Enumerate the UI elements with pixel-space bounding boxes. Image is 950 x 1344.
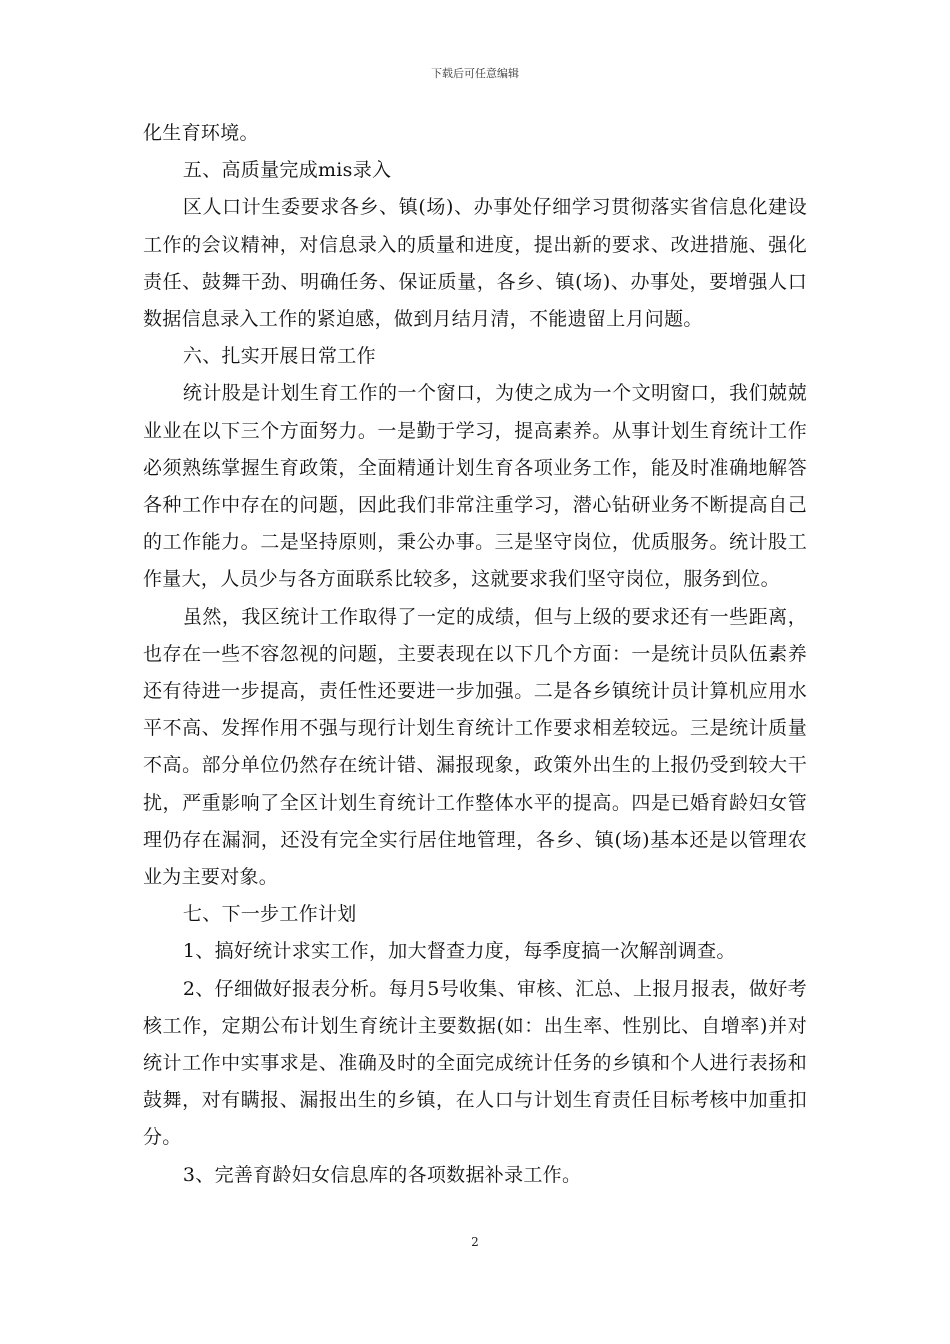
section-heading-6: 六、扎实开展日常工作 [182, 345, 376, 368]
paragraph-problems: 虽然，我区统计工作取得了一定的成绩，但与上级的要求还有一些距离，也存在一些不容忽视的问题，主要表现在以下几个方面：一是统计员队伍素养还有待进一步提高，责任性还要进一步加强。二是各乡镇统计员计算机应用水平不高、发挥作用不强与现行计划生育统计工作要求相差较远。三是统计质量不高。部分单位仍然存在统计错、漏报现象，政策外出生的上报仍受到较大干扰，严重影响了全区计划生育统计工作整体水平的提高。四是已婚育龄妇女管理仍存在漏洞，还没有完全实行居住地管理，各乡、镇(场)基本还是以管理农业为主要对象。 [143, 605, 807, 889]
page-header: 下载后可任意编辑 [431, 67, 519, 80]
document-body [143, 115, 807, 1194]
plan-item-1: 1、搞好统计求实工作，加大督查力度，每季度搞一次解剖调查。 [182, 940, 736, 963]
plan-item-2: 2、仔细做好报表分析。每月5号收集、审核、汇总、上报月报表，做好考核工作，定期公布计划生育统计主要数据(如：出生率、性别比、自增率)并对统计工作中实事求是、准确及时的全面完成统计任务的乡镇和个人进行表扬和鼓舞，对有瞒报、漏报出生的乡镇，在人口与计划生育责任目标考核中加重扣分。 [143, 977, 807, 1149]
paragraph-statistics-unit: 统计股是计划生育工作的一个窗口，为使之成为一个文明窗口，我们兢兢业业在以下三个方面努力。一是勤于学习，提高素养。从事计划生育统计工作必须熟练掌握生育政策，全面精通计划生育各项业务工作，能及时准确地解答各种工作中存在的问题，因此我们非常注重学习，潜心钻研业务不断提高自己的工作能力。二是坚持原则，秉公办事。三是坚守岗位，优质服务。统计股工作量大，人员少与各方面联系比较多，这就要求我们坚守岗位，服务到位。 [143, 382, 807, 591]
page-number: 2 [471, 1235, 479, 1249]
paragraph-continuation: 化生育环境。 [143, 122, 259, 144]
paragraph-mis-entry: 区人口计生委要求各乡、镇(场)、办事处仔细学习贯彻落实省信息化建设工作的会议精神，对信息录入的质量和进度，提出新的要求、改进措施、强化责任、鼓舞干劲、明确任务、保证质量，各乡、镇(场)、办事处，要增强人口数据信息录入工作的紧迫感，做到月结月清，不能遗留上月问题。 [143, 196, 807, 331]
section-heading-5: 五、高质量完成mis录入 [182, 159, 392, 182]
section-heading-7: 七、下一步工作计划 [182, 903, 357, 926]
plan-item-3: 3、完善育龄妇女信息库的各项数据补录工作。 [182, 1163, 582, 1186]
